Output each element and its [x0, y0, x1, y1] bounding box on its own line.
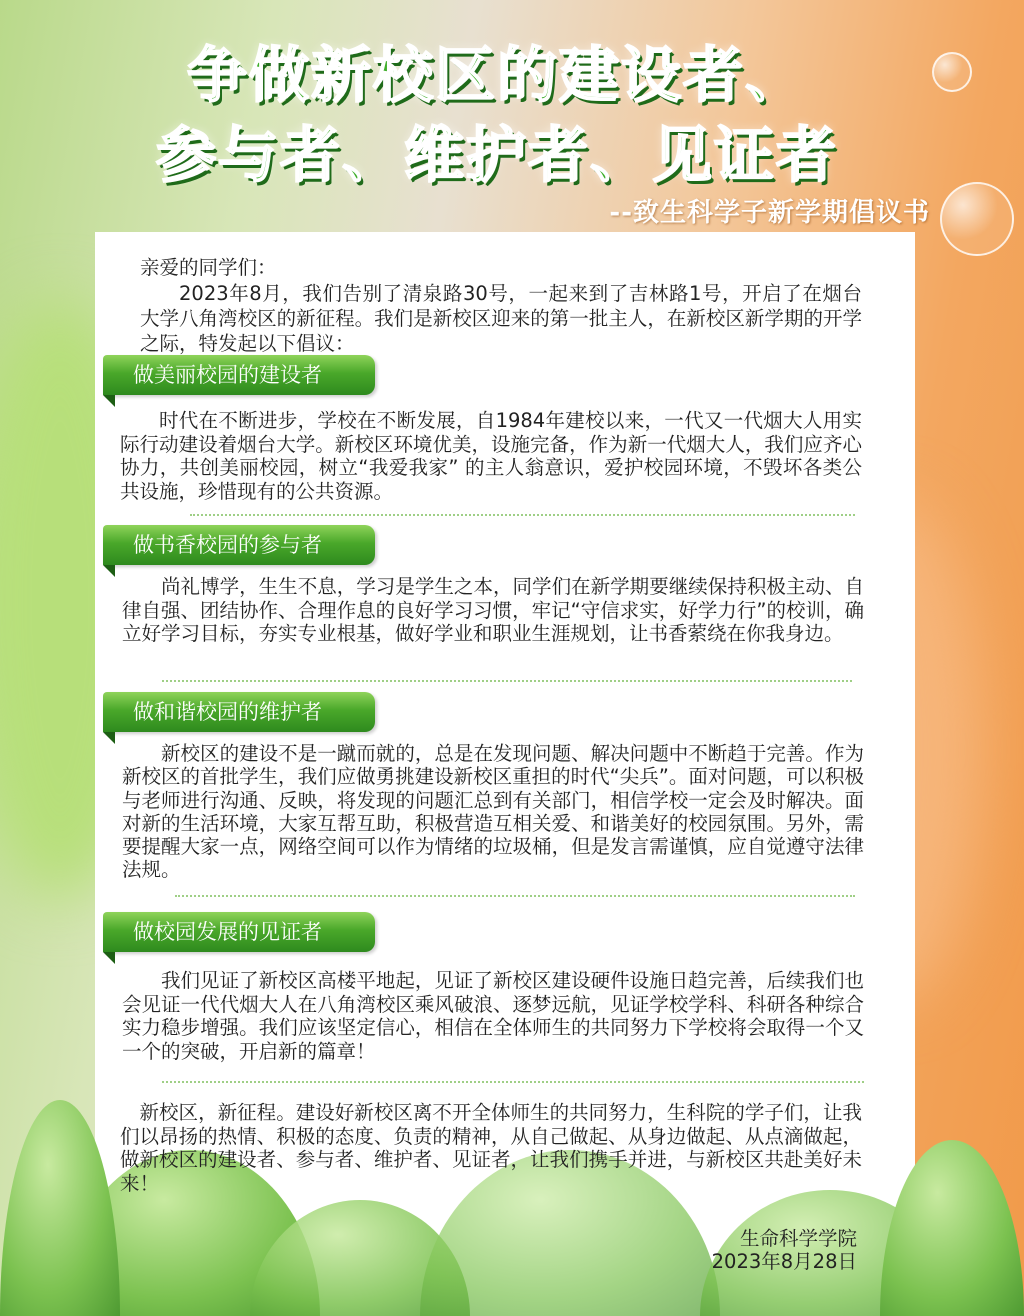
divider: [190, 514, 855, 516]
section-heading: 做和谐校园的维护者: [103, 692, 375, 732]
divider: [162, 1081, 864, 1083]
intro-paragraph: 2023年8月，我们告别了清泉路30号，一起来到了吉林路1号，开启了在烟台大学八角湾校区的新征程。我们是新校区迎来的第一批主人，在新校区新学期的开学之际，特发起以下倡议：: [140, 282, 862, 355]
divider: [175, 895, 855, 897]
poster-subtitle: --致生科学子新学期倡议书: [609, 198, 930, 228]
poster-title-line1: 争做新校区的建设者、: [187, 41, 807, 111]
closing-paragraph: 新校区，新征程。建设好新校区离不开全体师生的共同努力，生科院的学子们，让我们以昂扬的热情、积极的态度、负责的精神，从自己做起、从身边做起、从点滴做起，做新校区的建设者、参与者、维护者、见证者，让我们携手并进，与新校区共赴美好未来！: [120, 1101, 862, 1195]
greeting: 亲爱的同学们：: [140, 256, 277, 279]
section-paragraph: 我们见证了新校区高楼平地起，见证了新校区建设硬件设施日趋完善，后续我们也会见证一代代烟大人在八角湾校区乘风破浪、逐梦远航，见证学校学科、科研各种综合实力稳步增强。我们应该坚定信心，相信在全体师生的共同努力下学校将会取得一个又一个的突破，开启新的篇章！: [122, 969, 864, 1063]
signature-date: 2023年8月28日: [711, 1250, 857, 1273]
section-paragraph: 新校区的建设不是一蹴而就的，总是在发现问题、解决问题中不断趋于完善。作为新校区的首批学生，我们应做勇挑建设新校区重担的时代“尖兵”。面对问题，可以积极与老师进行沟通、反映，将发现的问题汇总到有关部门，相信学校一定会及时解决。面对新的生活环境，大家互帮互助，积极营造互相关爱、和谐美好的校园氛围。另外，需要提醒大家一点，网络空间可以作为情绪的垃圾桶，但是发言需谨慎，应自觉遵守法律法规。: [122, 742, 864, 882]
poster-title-line2: 参与者、维护者、见证者: [156, 121, 838, 191]
divider: [162, 680, 852, 682]
section-paragraph: 时代在不断进步，学校在不断发展，自1984年建校以来，一代又一代烟大人用实际行动建设着烟台大学。新校区环境优美，设施完备，作为新一代烟大人，我们应齐心协力，共创美丽校园，树立“我爱我家” 的主人翁意识，爱护校园环境，不毁坏各类公共设施，珍惜现有的公共资源。: [120, 409, 862, 503]
signature-org: 生命科学学院: [739, 1227, 857, 1250]
section-heading: 做校园发展的见证者: [103, 912, 375, 952]
section-heading: 做书香校园的参与者: [103, 525, 375, 565]
section-paragraph: 尚礼博学，生生不息，学习是学生之本，同学们在新学期要继续保持积极主动、自律自强、团结协作、合理作息的良好学习习惯，牢记“守信求实，好学力行”的校训，确立好学习目标，夯实专业根基，做好学业和职业生涯规划，让书香萦绕在你我身边。: [122, 575, 864, 645]
section-heading: 做美丽校园的建设者: [103, 355, 375, 395]
